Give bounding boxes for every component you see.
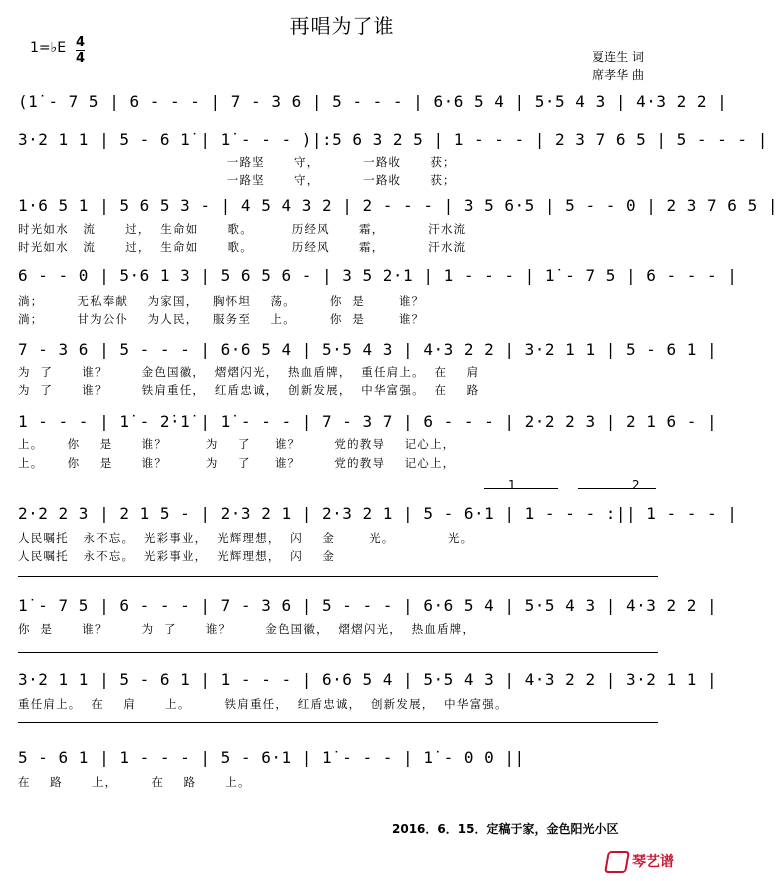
score-line-2: 3·2 1 1 | 5 - 6 1̇ | 1̇ - - - )|:5 6 3 2 5 | 1 - - - | 2 3 7 6 5 | 5 - - - |	[18, 130, 768, 149]
lyricist-credit: 夏连生 词	[592, 50, 644, 64]
lyric-2-verse-2: 一路坚 守， 一路收 获；	[18, 173, 456, 187]
lyric-6-verse-2: 上。 你 是 谁？ 为 了 谁？ 党的教导 记心上，	[18, 456, 456, 470]
volta-1-bracket	[484, 488, 558, 489]
lyric-6-verse-1: 上。 你 是 谁？ 为 了 谁？ 党的教导 记心上，	[18, 437, 456, 451]
score-line-8: 1̇ - 7 5 | 6 - - - | 7 - 3 6 | 5 - - - | 6·6 5 4 | 5·5 4 3 | 4·3 2 2 |	[18, 596, 718, 615]
lyric-3-verse-2: 时光如水 流 过， 生命如 歌。 历经风 霜， 汗水流	[18, 240, 467, 254]
score-line-6: 1 - - - | 1̇ - 2̇·1̇ | 1̇ - - - | 7 - 3 7 | 6 - - - | 2·2 2 3 | 2 1 6 - |	[18, 412, 718, 431]
volta-2-bracket	[578, 488, 656, 489]
score-line-10: 5 - 6 1 | 1 - - - | 5 - 6·1 | 1̇ - - - | 1̇ - 0 0 ||	[18, 748, 525, 767]
score-line-1: (1̇ - 7 5 | 6 - - - | 7 - 3 6 | 5 - - - | 6·6 5 4 | 5·5 4 3 | 4·3 2 2 |	[18, 92, 728, 111]
brand-name: 琴艺谱	[632, 854, 674, 870]
composer-credit: 席孝华 曲	[592, 68, 644, 82]
meter-top: 4	[76, 35, 86, 50]
volta-1-label: 1	[508, 478, 516, 492]
section-divider	[18, 722, 658, 723]
lyric-2-verse-1: 一路坚 守， 一路收 获；	[18, 155, 456, 169]
song-title: 再唱为了谁	[289, 14, 395, 38]
key-signature: 1=♭E	[30, 40, 67, 56]
lyric-9: 重任肩上。 在 肩 上。 铁肩重任， 红盾忠诚， 创新发展， 中华富强。	[18, 697, 508, 711]
lyric-5-verse-2: 为 了 谁？ 铁肩重任， 红盾忠诚， 创新发展， 中华富强。 在 路	[18, 383, 480, 397]
section-divider	[18, 576, 658, 577]
section-divider	[18, 652, 658, 653]
score-line-4: 6 - - 0 | 5·6 1 3 | 5 6 5 6 - | 3 5 2·1 | 1 - - - | 1̇ - 7 5 | 6 - - - |	[18, 266, 738, 285]
score-line-5: 7 - 3 6 | 5 - - - | 6·6 5 4 | 5·5 4 3 | 4·3 2 2 | 3·2 1 1 | 5 - 6 1 |	[18, 340, 718, 359]
lyric-3-verse-1: 时光如水 流 过， 生命如 歌。 历经风 霜， 汗水流	[18, 222, 467, 236]
score-line-9: 3·2 1 1 | 5 - 6 1 | 1 - - - | 6·6 5 4 | 5·5 4 3 | 4·3 2 2 | 3·2 1 1 |	[18, 670, 718, 689]
lyric-5-verse-1: 为 了 谁？ 金色国徽， 熠熠闪光， 热血盾牌， 重任肩上。 在 肩	[18, 365, 480, 379]
score-line-3: 1·6 5 1 | 5 6 5 3 - | 4 5 4 3 2 | 2 - - - | 3 5 6·5 | 5 - - 0 | 2 3 7 6 5 |	[18, 196, 778, 215]
lyric-4-verse-2: 淌； 甘为公仆 为人民， 服务至 上。 你 是 谁？	[18, 312, 425, 326]
lyric-4-verse-1: 淌； 无私奉献 为家国， 胸怀坦 荡。 你 是 谁？	[18, 294, 425, 308]
score-line-7: 2·2 2 3 | 2 1 5 - | 2·3 2 1 | 2·3 2 1 | 5 - 6·1 | 1 - - - :|| 1 - - - |	[18, 504, 738, 523]
lyric-7-verse-2: 人民嘱托 永不忘。 光彩事业， 光辉理想， 闪 金	[18, 549, 336, 563]
lyric-10: 在 路 上， 在 路 上。	[18, 775, 251, 789]
brand-watermark	[606, 851, 674, 873]
brand-logo-icon	[604, 851, 630, 873]
lyric-8: 你 是 谁？ 为 了 谁？ 金色国徽， 熠熠闪光， 热血盾牌，	[18, 622, 476, 636]
date-note: 2016．6．15．定稿于家，金色阳光小区	[392, 822, 619, 836]
volta-2-label: 2	[632, 478, 640, 492]
meter-bottom: 4	[76, 51, 86, 66]
time-signature	[76, 36, 85, 65]
lyric-7-verse-1: 人民嘱托 永不忘。 光彩事业， 光辉理想， 闪 金 光。 光。	[18, 531, 474, 545]
